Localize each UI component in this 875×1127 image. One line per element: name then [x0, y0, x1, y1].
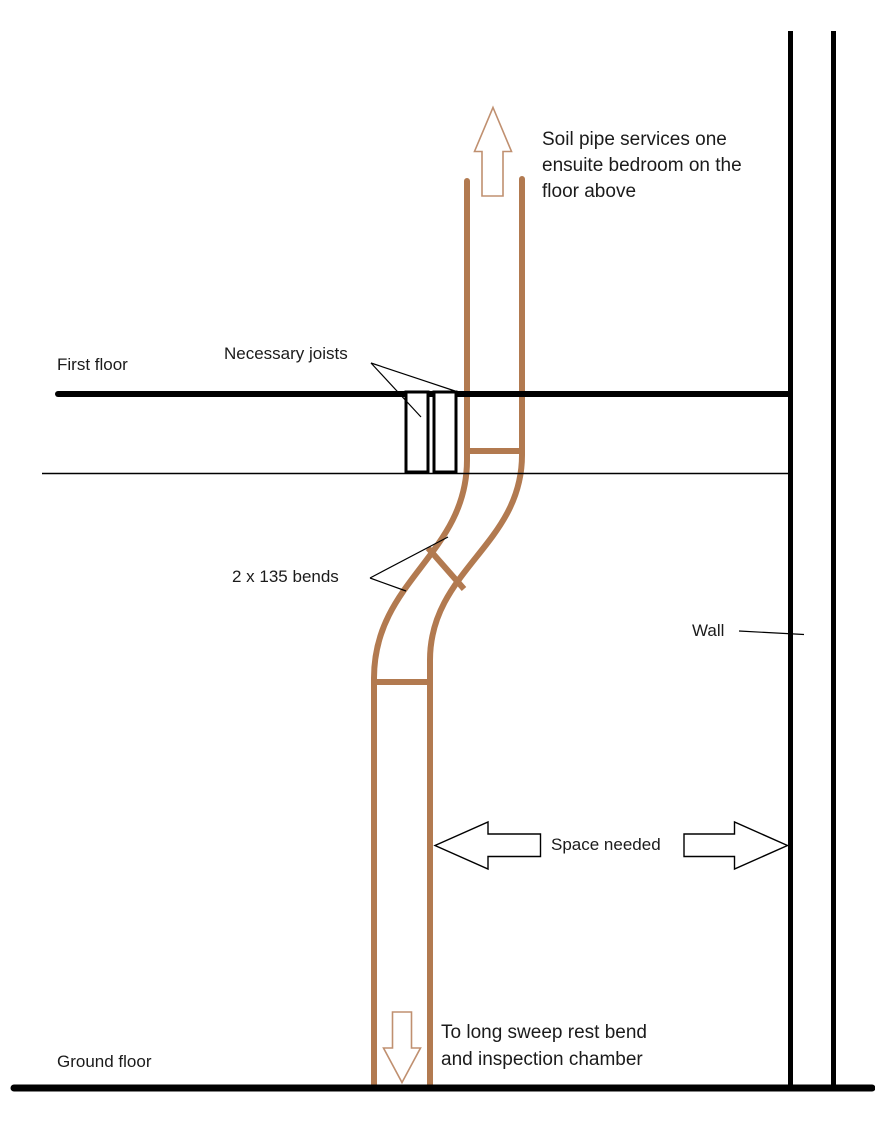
- space-left-arrow-icon: [435, 822, 541, 869]
- space-right-arrow-icon: [684, 822, 788, 869]
- flow-down-arrow-icon: [384, 1012, 421, 1083]
- pipe-joint-middle: [428, 548, 464, 589]
- space-needed-label: Space needed: [551, 835, 661, 854]
- soil-pipe-note: Soil pipe services one ensuite bedroom on the floor above: [542, 129, 742, 202]
- joist-right: [434, 392, 456, 472]
- bends-leader-line-b: [370, 578, 406, 591]
- pipe-right-edge: [430, 179, 522, 1085]
- pipe-left-edge: [374, 181, 467, 1085]
- ground-floor-label: Ground floor: [57, 1052, 152, 1071]
- wall-leader-line: [739, 631, 804, 635]
- wall-label: Wall: [692, 621, 725, 640]
- bends-label: 2 x 135 bends: [232, 567, 339, 586]
- rest-bend-note: To long sweep rest bend and inspection chamber: [441, 1022, 647, 1070]
- first-floor-label: First floor: [57, 355, 128, 374]
- necessary-joists-label: Necessary joists: [224, 344, 348, 363]
- flow-up-arrow-icon: [475, 108, 512, 197]
